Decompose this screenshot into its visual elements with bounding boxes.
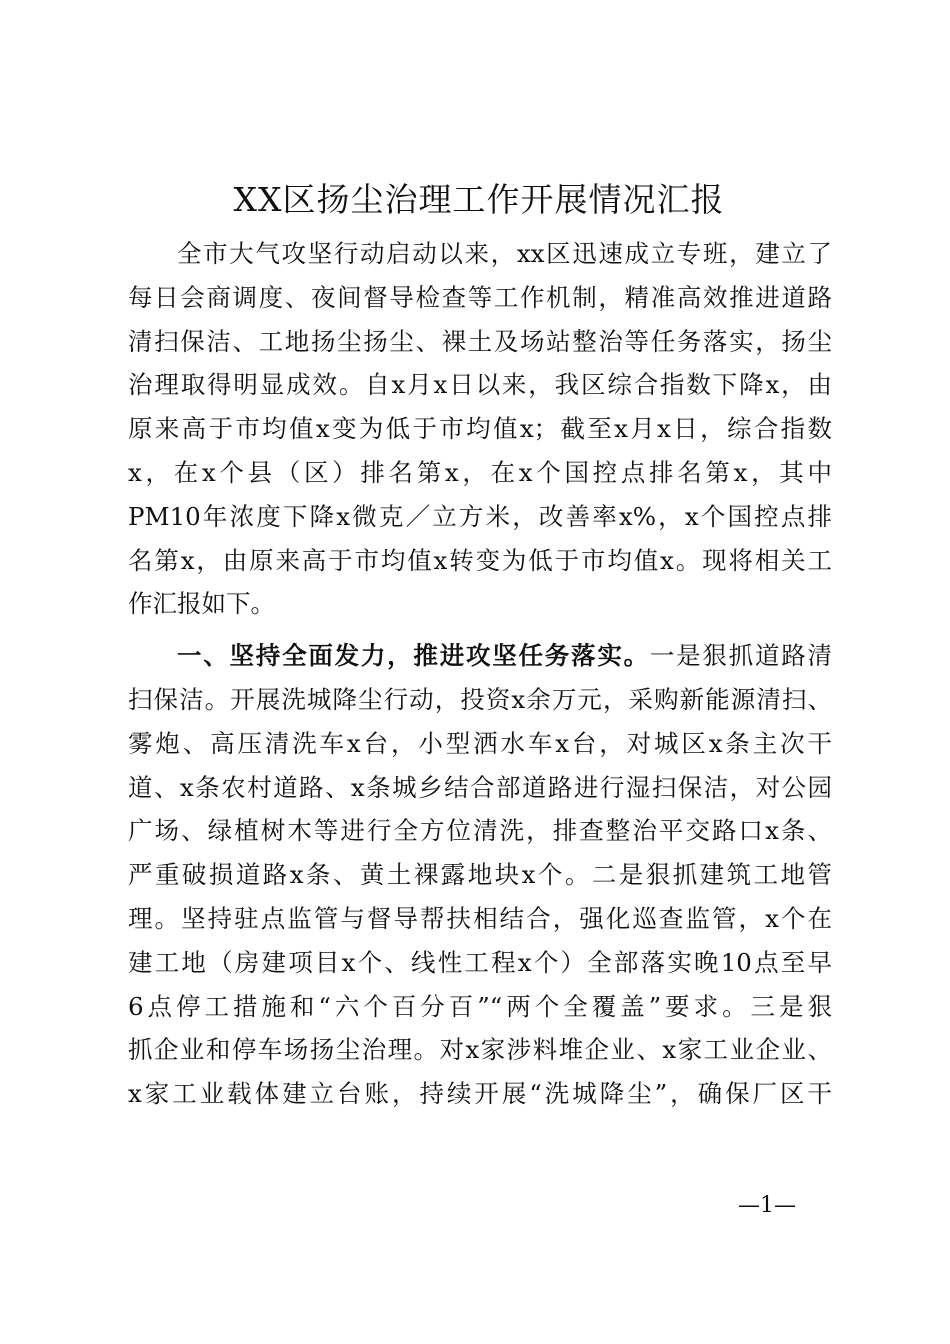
paragraph-line: 每日会商调度、夜间督导检查等工作机制，精准高效推进道路: [128, 282, 832, 312]
paragraph-line: 广场、绿植树木等进行全方位清洗，排查整治平交路口x条、: [128, 816, 832, 846]
paragraph-line: 严重破损道路x条、黄土裸露地块x个。二是狠抓建筑工地管: [128, 860, 832, 890]
paragraph-line: x，在x个县（区）排名第x，在x个国控点排名第x，其中: [128, 457, 832, 487]
paragraph-line: PM10年浓度下降x微克／立方米，改善率x%，x个国控点排: [128, 501, 832, 531]
page-number: —1—: [738, 1193, 796, 1218]
paragraph-line: 6点停工措施和“六个百分百”“两个全覆盖”要求。三是狠: [128, 991, 832, 1021]
paragraph-line: x家工业载体建立台账，持续开展“洗城降尘”，确保厂区干: [128, 1079, 832, 1109]
paragraph-line: 扫保洁。开展洗城降尘行动，投资x余万元，采购新能源清扫、: [128, 684, 832, 714]
section-first-line: [128, 634, 832, 678]
document-title: XX区扬尘治理工作开展情况汇报: [233, 180, 725, 219]
paragraph-line: 雾炮、高压清洗车x台，小型洒水车x台，对城区x条主次干: [128, 728, 832, 758]
section-text: 一是狠抓道路清: [649, 641, 832, 671]
paragraph-line: 作汇报如下。: [128, 589, 275, 619]
paragraph-line: 清扫保洁、工地扬尘扬尘、裸土及场站整治等任务落实，扬尘: [128, 326, 832, 356]
paragraph-line: 抓企业和停车场扬尘治理。对x家涉料堆企业、x家工业企业、: [128, 1035, 832, 1065]
paragraph-line: 道、x条农村道路、x条城乡结合部道路进行湿扫保洁，对公园: [128, 772, 832, 802]
section-heading: 一、坚持全面发力，推进攻坚任务落实。: [177, 641, 650, 671]
paragraph-line: 理。坚持驻点监管与督导帮扶相结合，强化巡查监管，x个在: [128, 903, 832, 933]
paragraph-line: 名第x，由原来高于市均值x转变为低于市均值x。现将相关工: [128, 545, 832, 575]
paragraph-gap: [128, 626, 832, 634]
paragraph-line: 原来高于市均值x变为低于市均值x；截至x月x日，综合指数: [128, 414, 832, 444]
paragraph-line: 治理取得明显成效。自x月x日以来，我区综合指数下降x，由: [128, 370, 832, 400]
document-body: [128, 232, 832, 1116]
paragraph-line: 全市大气攻坚行动启动以来，xx区迅速成立专班，建立了: [177, 239, 832, 268]
paragraph-line: 建工地（房建项目x个、线性工程x个）全部落实晚10点至早: [128, 947, 832, 977]
